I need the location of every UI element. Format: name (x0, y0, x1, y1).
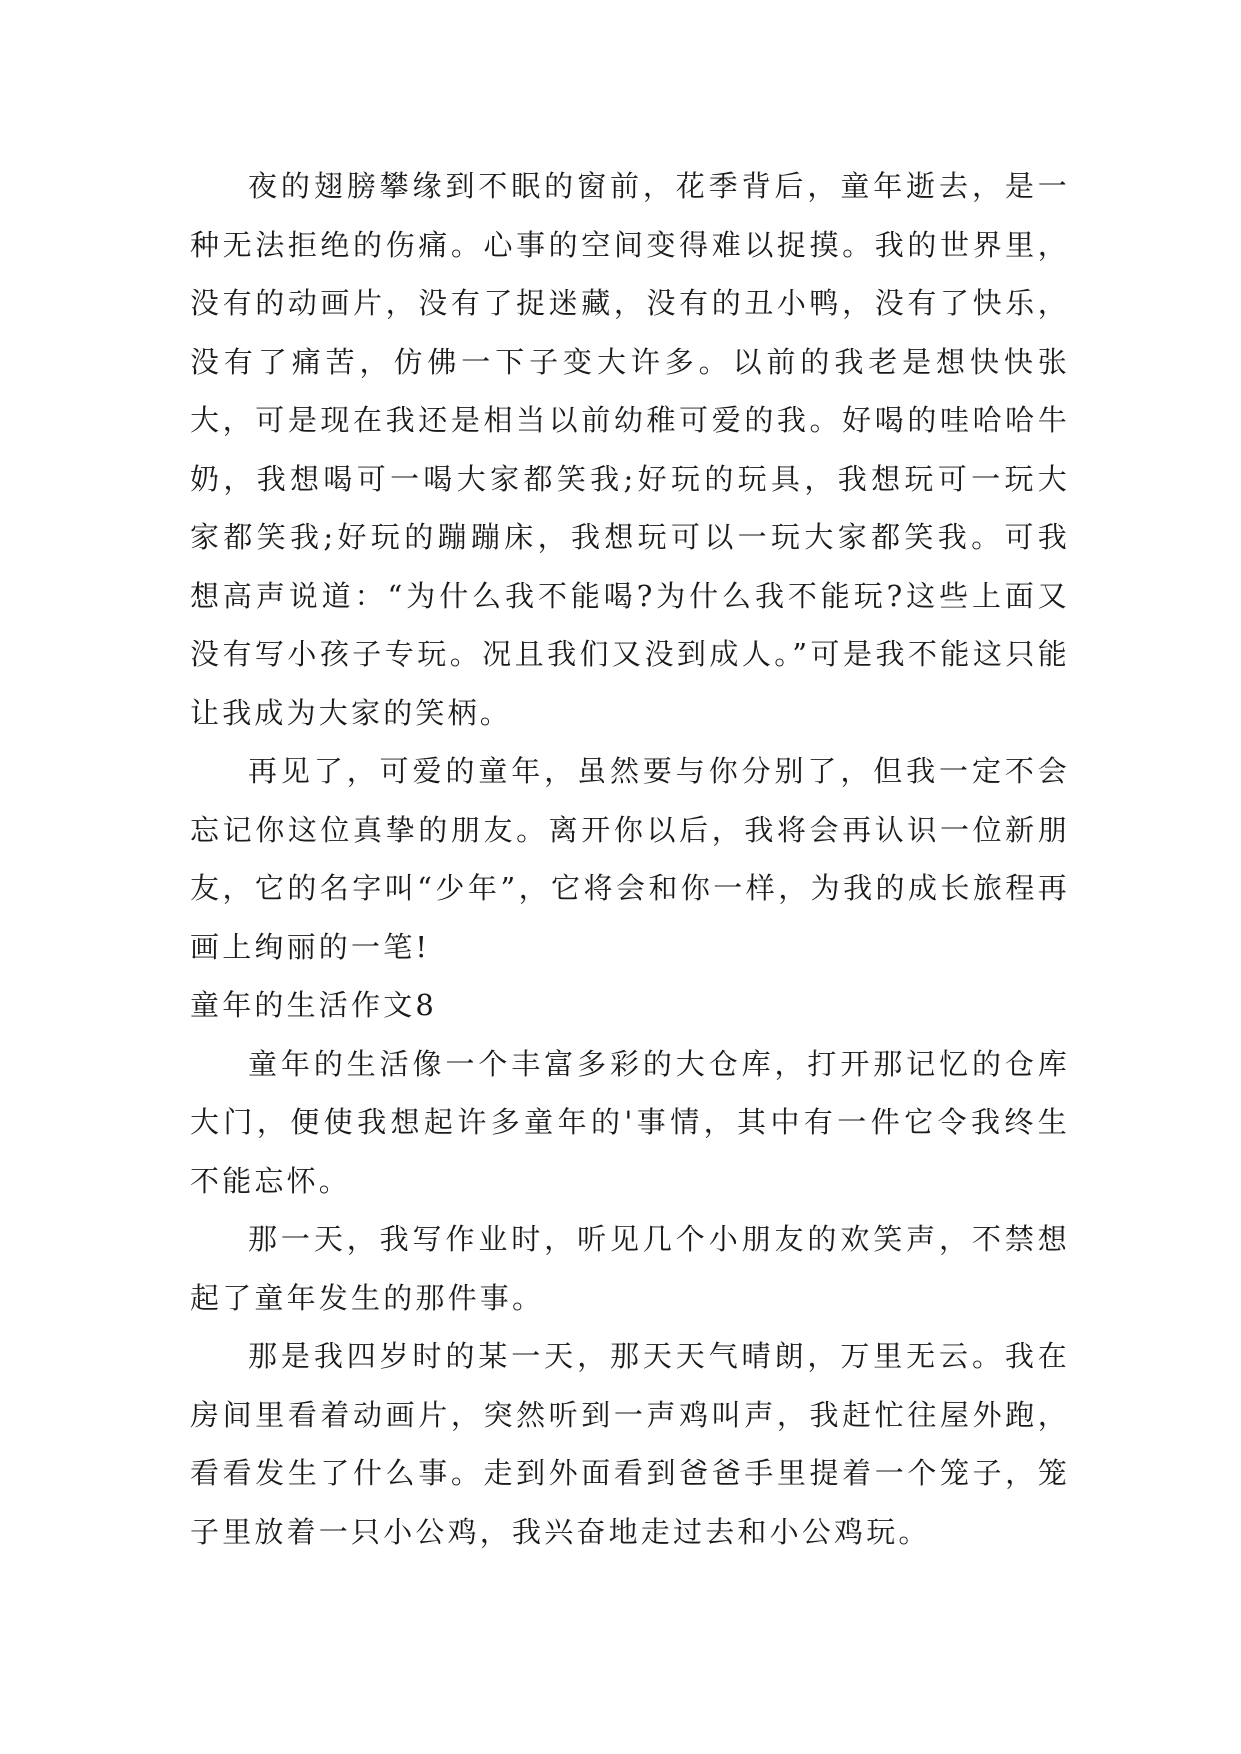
paragraph-rooster-story: 那是我四岁时的某一天，那天天气晴朗，万里无云。我在房间里看着动画片，突然听到一声鸡叫声，我赶忙往屋外跑，看看发生了什么事。走到外面看到爸爸手里提着一个笼子，笼子里放着一只小公鸡，我兴奋地走过去和小公鸡玩。 (190, 1339, 1070, 1549)
paragraph-memory-warehouse: 童年的生活像一个丰富多彩的大仓库，打开那记忆的仓库大门，便使我想起许多童年的'事情，其中有一件它令我终生不能忘怀。 (190, 1046, 1070, 1198)
essay-heading: 童年的生活作文8 (190, 988, 438, 1022)
paragraph-homework-day: 那一天，我写作业时，听见几个小朋友的欢笑声，不禁想起了童年发生的那件事。 (190, 1222, 1070, 1315)
document-page (190, 157, 1070, 1561)
paragraph-childhood-reflection: 夜的翅膀攀缘到不眠的窗前，花季背后，童年逝去，是一种无法拒绝的伤痛。心事的空间变得难以捉摸。我的世界里，没有的动画片，没有了捉迷藏，没有的丑小鸭，没有了快乐，没有了痛苦，仿佛一下子变大许多。以前的我老是想快快张大，可是现在我还是相当以前幼稚可爱的我。好喝的哇哈哈牛奶，我想喝可一喝大家都笑我;好玩的玩具，我想玩可一玩大家都笑我;好玩的蹦蹦床，我想玩可以一玩大家都笑我。可我想高声说道：“为什么我不能喝?为什么我不能玩?这些上面又没有写小孩子专玩。况且我们又没到成人。”可是我不能这只能让我成为大家的笑柄。 (190, 169, 1070, 730)
paragraph-farewell-childhood: 再见了，可爱的童年，虽然要与你分别了，但我一定不会忘记你这位真挚的朋友。离开你以后，我将会再认识一位新朋友，它的名字叫“少年”，它将会和你一样，为我的成长旅程再画上绚丽的一笔! (190, 754, 1070, 964)
